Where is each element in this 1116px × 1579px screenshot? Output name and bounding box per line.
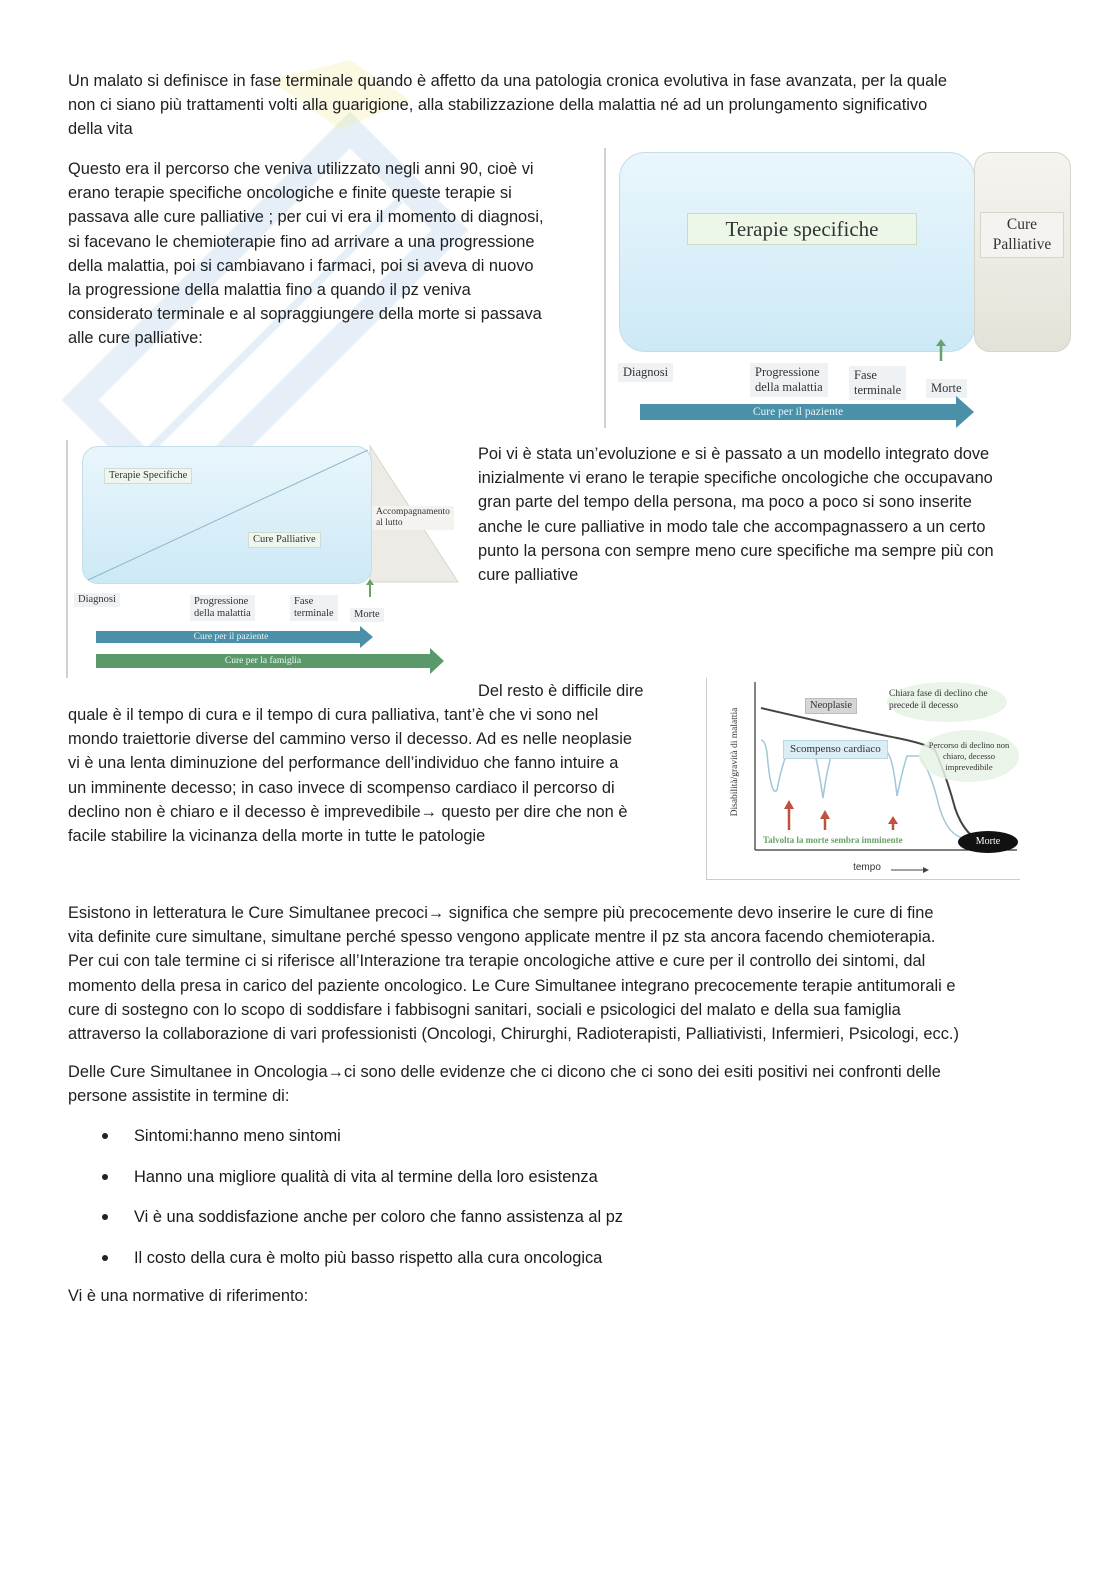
text-line: Per cui con tale termine ci si riferisce all’Interazione tra terapie oncologiche attive e cure per il controllo dei sintomi, dal [68,952,926,971]
integration-diagonal [82,446,372,584]
text-line: inizialmente vi erano le terapie specifiche oncologiche che occupavano [478,469,993,488]
x-axis-label: tempo [853,862,881,873]
list-item-text: Il costo della cura è molto più basso rispetto alla cura oncologica [134,1248,603,1267]
text-line: anche le cure palliative in modo tale che accompagnassero a un certo [478,517,986,536]
text-line: alle cure palliative: [68,329,203,348]
tag-fase-line-1: Fase [854,368,877,382]
tag-diagnosi: Diagnosi [618,363,673,382]
text-line: gran parte del tempo della persona, ma poco a poco si sono inserite [478,493,972,512]
tag-fase-line-1: Fase [294,596,314,607]
text-line: passava alle cure palliative ; per cui vi era il momento di diagnosi, [68,208,544,227]
bullet-icon [102,1255,108,1261]
text-line: considerato terminale e al sopraggiungere della morte si passava [68,305,542,324]
cloud-chiara-fase [889,688,1009,712]
text-line: Del resto è difficile dire [478,682,644,700]
tag-diagnosi: Diagnosi [74,593,120,607]
text-line: della malattia, poi si cambiavano i farmaci, poi si aveva di nuovo [68,256,534,275]
note-morte-imminente: Talvolta la morte sembra imminente [763,835,903,845]
tag-progressione-line-2: della malattia [194,608,251,619]
text-line: facile stabilire la vicinanza della morte in tutte le patologie [68,827,486,846]
text-line: Un malato si definisce in fase terminale quando è affetto da una patologia cronica evolutiva in fase avanzata, per la quale [68,72,947,90]
text-line: erano terapie specifiche oncologiche e finite queste terapie si [68,184,512,203]
text-line: Esistono in letteratura le Cure Simultanee precoci→ significa che sempre più precocemente devo inserire le cure di fine [68,904,934,922]
text-line: Poi vi è stata un’evoluzione e si è passato a un modello integrato dove [478,445,990,463]
text-line: attraverso la collaborazione di vari professionisti (Oncologi, Chirurghi, Radioterapisti, Palliativisti, Infermieri, Psicologi, ecc.) [68,1025,959,1044]
cloud-percorso-line-2: chiaro, decesso [943,751,995,761]
text-line: vi è una lenta diminuzione del performance dell’individuo che fanno intuire a [68,754,619,773]
cloud-chiara-line-2: precede il decesso [889,701,959,711]
list-item-text: Vi è una soddisfazione anche per coloro che fanno assistenza al pz [134,1208,624,1226]
tag-fase-line-2: terminale [854,383,902,397]
text-line: della vita [68,120,133,139]
paragraph-modello-integrato [478,442,1058,587]
terapie-label: Terapie specifiche [687,213,917,245]
text-line: persone assistite in termine di: [68,1087,290,1106]
list-item [100,1248,623,1289]
diagram-left-rule [604,148,606,428]
bullet-list [100,1126,623,1288]
tag-progressione-line-2: della malattia [755,380,823,394]
text-line: vita definite cure simultane, simultane perché spesso vengono applicate mentre il pz sta ancora facendo chemioterapia. [68,928,936,947]
bullet-icon [102,1133,108,1139]
tag-fase-line-2: terminale [294,608,334,619]
diagram-integrated-model [66,440,462,680]
bullet-icon [102,1174,108,1180]
label-accompagnamento-line-2: al lutto [376,518,403,528]
tag-progressione-line-1: Progressione [755,365,820,379]
label-accompagnamento-line-1: Accompagnamento [376,507,450,517]
text-line: la progressione della malattia fino a quando il pz veniva [68,281,471,300]
list-item-text: Hanno una migliore qualità di vita al termine della loro esistenza [134,1167,598,1186]
paragraph-evidenze [68,1060,1068,1108]
cure-famiglia-arrow-label: Cure per la famiglia [224,656,302,666]
text-line: non ci siano più trattamenti volti alla guarigione, alla stabilizzazione della malattia né ad un prolungamento significativo [68,96,928,115]
tag-progressione [190,595,255,621]
text-line: quale è il tempo di cura e il tempo di cura palliativa, tant’è che vi sono nel [68,706,599,724]
list-item [100,1167,623,1208]
cloud-percorso-line-1: Percorso di declino non [928,740,1010,750]
label-scompenso: Scompenso cardiaco [783,740,888,759]
morte-up-arrow [364,578,376,598]
cure-palliative-line-2: Palliative [992,236,1052,253]
cure-palliative-label [980,212,1064,258]
text-line: un imminente decesso; in caso invece di scompenso cardiaco il percorso di [68,778,615,797]
text-line: declino non è chiaro e il decesso è imprevedibile→ questo per dire che non è [68,802,628,821]
morte-up-arrow [934,338,948,362]
label-cure-palliative: Cure Palliative [248,532,321,548]
text-line: Questo era il percorso che veniva utilizzato negli anni 90, cioè vi [68,160,534,178]
diagram-left-rule [66,440,68,678]
cloud-percorso-line-3: imprevedibile [945,762,993,772]
paragraph-anni-90 [68,157,598,351]
text-line: momento della presa in carico del paziente oncologico. Le Cure Simultanee integrano precocemente terapie antitumorali e [68,976,956,995]
paragraph-definition [68,69,1048,142]
text-line: Delle Cure Simultanee in Oncologia→ci sono delle evidenze che ci dicono che ci sono dei esiti positivi nei confronti delle [68,1063,941,1081]
list-item-text: Sintomi:hanno meno sintomi [134,1127,341,1145]
tag-progressione [750,363,828,397]
diagram-sequential-model [604,148,1076,430]
label-accompagnamento [372,506,454,530]
cure-paziente-arrow-label: Cure per il paziente [752,406,844,418]
y-axis-label: Disabilità/gravità di malattia [730,707,740,817]
terapie-box [619,152,975,352]
tag-fase-terminale [849,366,906,400]
cure-palliative-line-1: Cure [1006,216,1038,233]
tag-morte: Morte [926,379,967,398]
text-line: cure palliative [478,566,579,585]
label-terapie-specifiche: Terapie Specifiche [104,468,192,484]
cure-paziente-arrow-label: Cure per il paziente [193,632,269,642]
text-line: punto la persona con sempre meno cure specifiche ma sempre più con [478,541,994,560]
paragraph-traiettorie [68,703,698,848]
paragraph-cure-simultanee [68,901,1068,1046]
diagram-trajectories [706,678,1020,880]
text-line: cure di sostegno con lo scopo di soddisfare i fabbisogni sanitari, sociali e psicologici del malato e della sua famiglia [68,1000,901,1019]
cloud-percorso-declino [921,740,1017,773]
list-item [100,1207,623,1248]
text-line: si facevano le chemioterapie fino ad arrivare a una progressione [68,232,535,251]
paragraph-normativa: Vi è una normative di riferimento: [68,1287,309,1305]
cloud-chiara-line-1: Chiara fase di declino che [889,689,988,699]
bullet-icon [102,1214,108,1220]
paragraph-traiettorie-start [478,679,698,703]
tag-fase-terminale [290,595,338,621]
label-morte: Morte [975,836,1001,847]
tag-progressione-line-1: Progressione [194,596,249,607]
text-line: mondo traiettorie diverse del cammino verso il decesso. Ad es nelle neoplasie [68,730,632,749]
label-neoplasie: Neoplasie [805,698,857,714]
tag-morte: Morte [350,608,384,622]
list-item [100,1126,623,1167]
